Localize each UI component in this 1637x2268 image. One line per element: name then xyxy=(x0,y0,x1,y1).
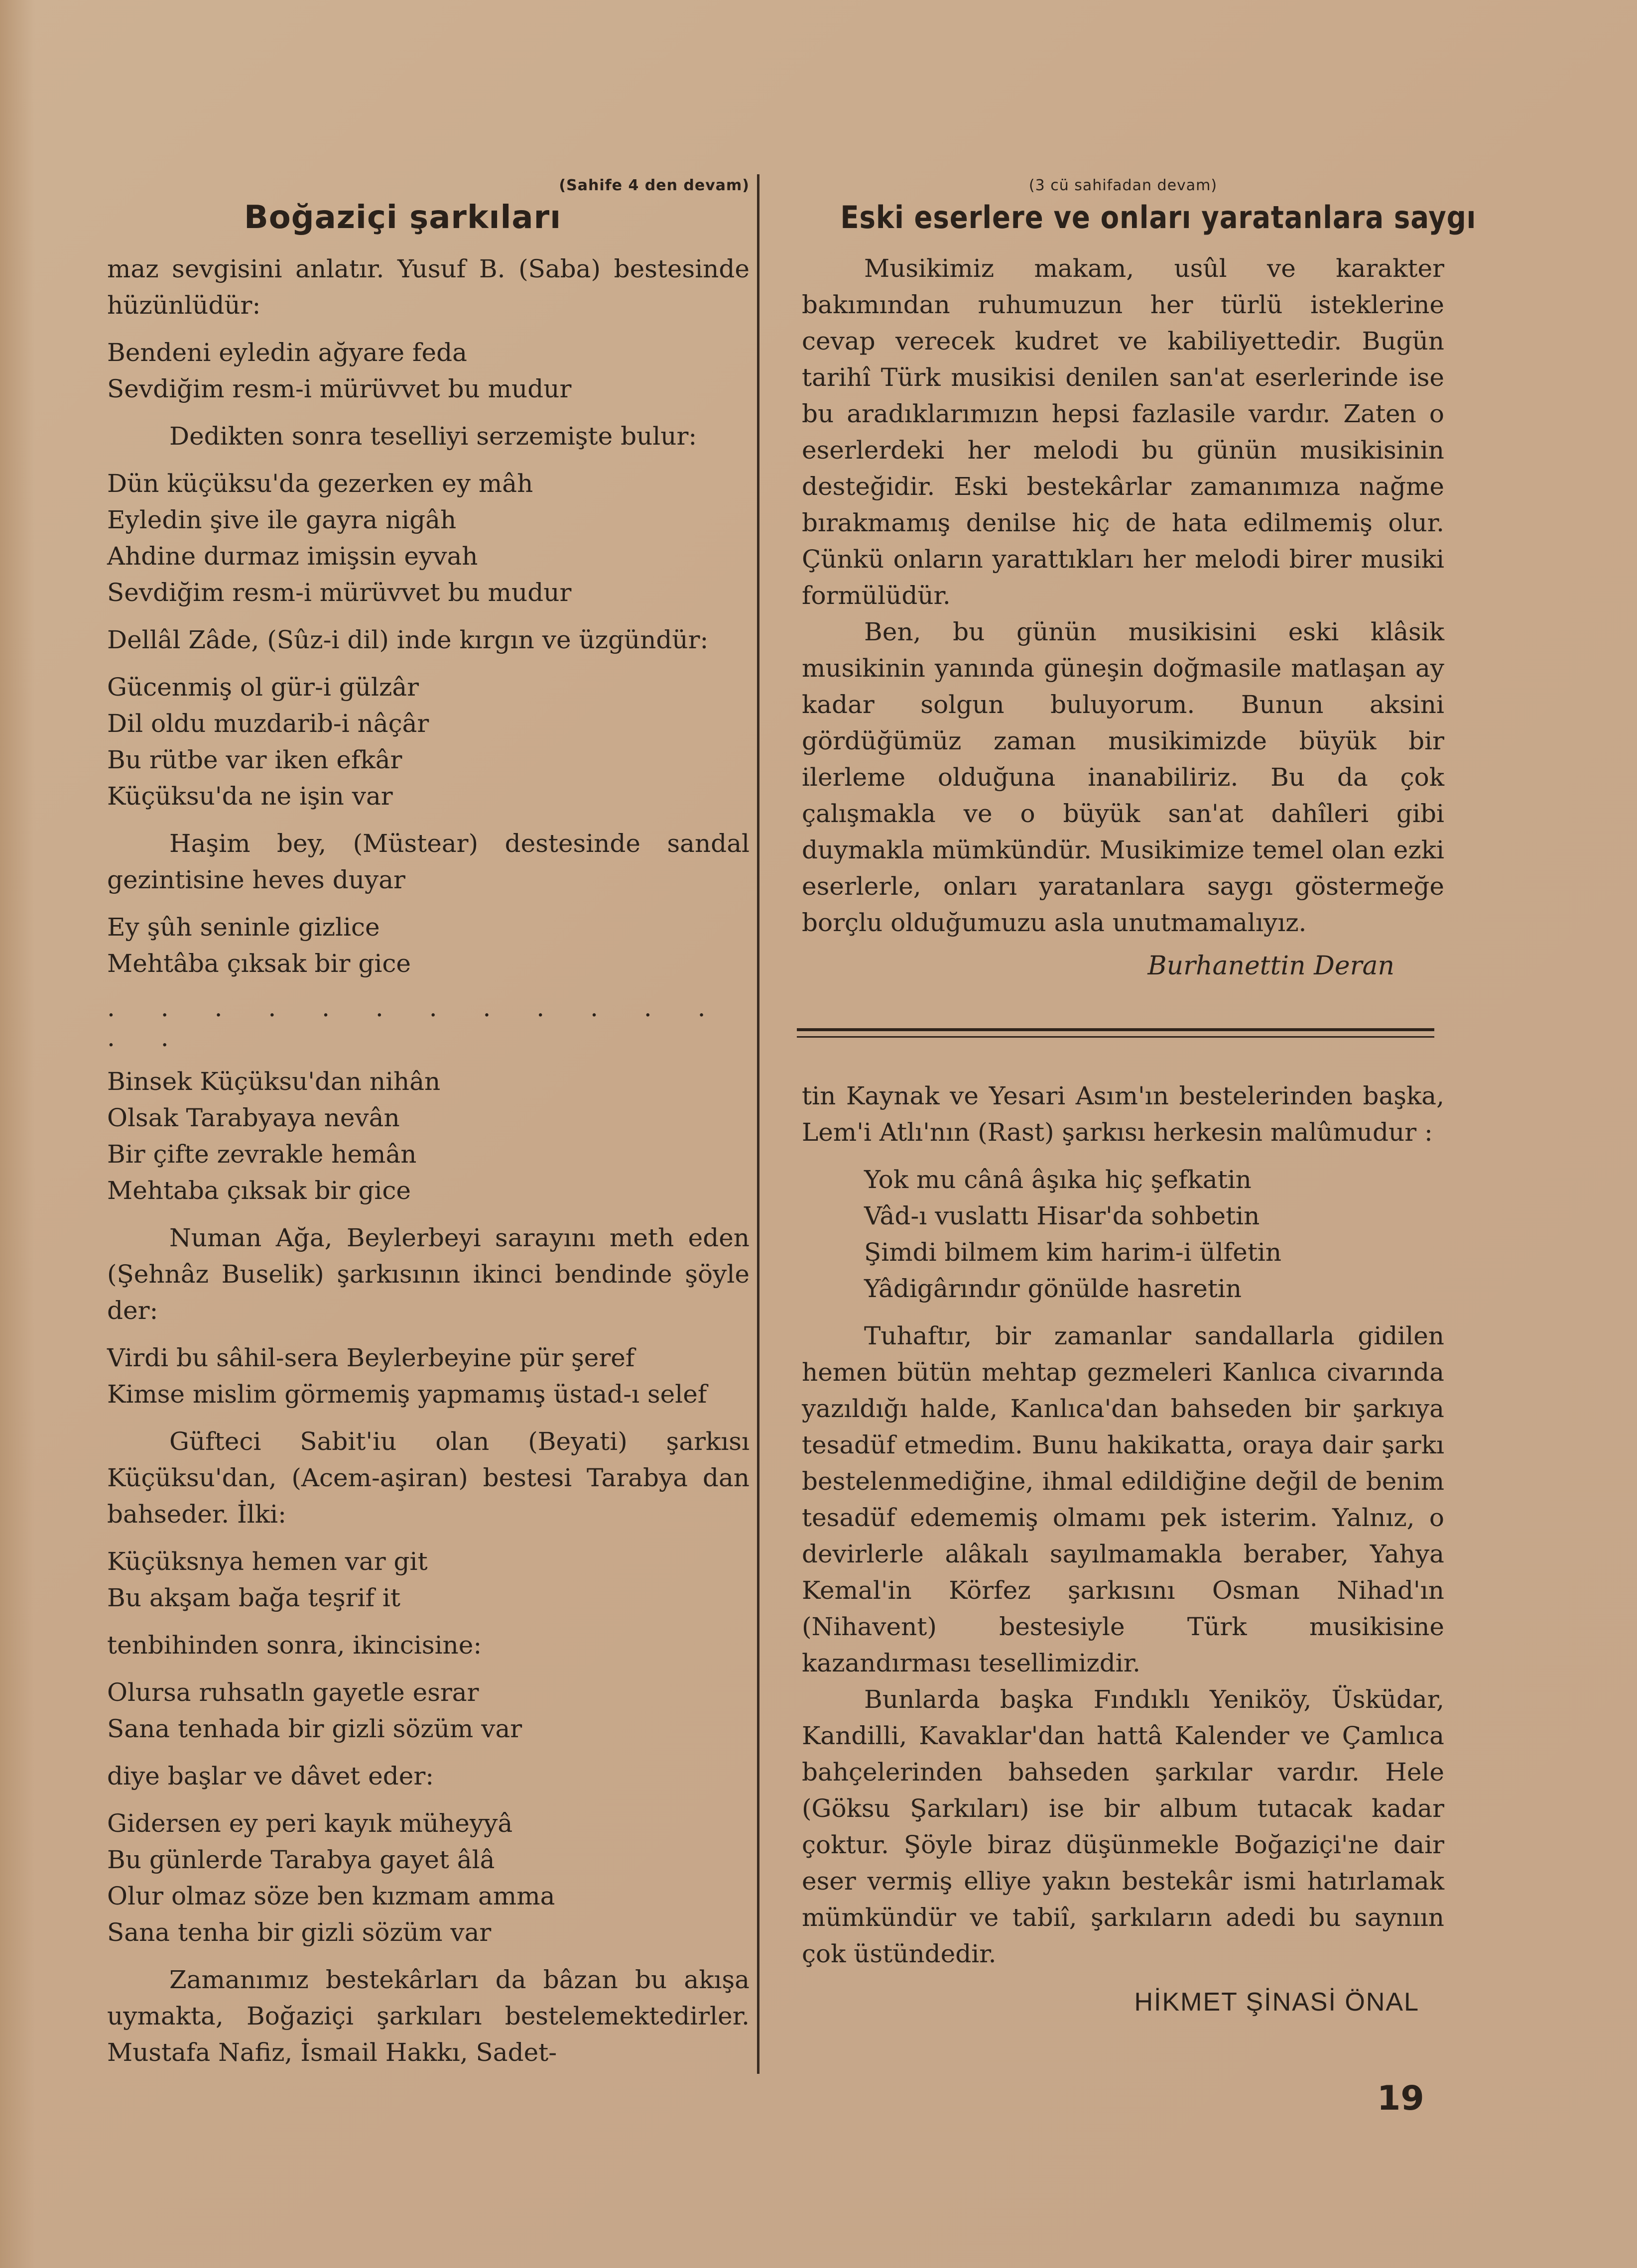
verse-line: Bu günlerde Tarabya gayet âlâ xyxy=(107,1845,495,1874)
page-number: 19 xyxy=(1377,2079,1424,2118)
paragraph: Zamanımız bestekârları da bâzan bu akışa uymakta, Boğaziçi şarkıları bestelemektedirler. Mustafa Nafiz, İsmail Hakkı, Sadet- xyxy=(107,1965,750,2067)
verse-line: Kimse mislim görmemiş yapmamış üstad-ı selef xyxy=(107,1380,707,1409)
paragraph: Haşim bey, (Müstear) destesinde sandal gezintisine heves duyar xyxy=(107,829,750,894)
verse-line: Yok mu cânâ âşıka hiç şefkatin xyxy=(864,1165,1252,1194)
left-column xyxy=(107,177,750,2071)
paragraph: diye başlar ve dâvet eder: xyxy=(107,1762,434,1791)
paragraph: maz sevgisini anlatır. Yusuf B. (Saba) bestesinde hüzünlüdür: xyxy=(107,254,750,320)
verse-line: Virdi bu sâhil-sera Beylerbeyine pür şeref xyxy=(107,1343,635,1372)
verse-block xyxy=(107,1340,750,1413)
verse-line: Binsek Küçüksu'dan nihân xyxy=(107,1067,441,1096)
verse-line: Gidersen ey peri kayık müheyyâ xyxy=(107,1809,513,1838)
verse-line: Sevdiğim resm-i mürüvvet bu mudur xyxy=(107,578,572,607)
verse-line: Olsak Tarabyaya nevân xyxy=(107,1103,400,1132)
verse-block xyxy=(107,466,750,611)
paragraph: Ben, bu günün musikisini eski klâsik musikinin yanında güneşin doğmasile matlaşan ay kadar solgun buluyorum. Bunun aksini gördüğümüz zaman musikimizde büyük bir ilerleme olduğuna inanabiliriz. Bu da çok çalışmakla ve o büyük san'at dahîleri gibi duymakla mümkündür. Musikimize temel olan ezki eserlerle, onları yaratanlara saygı göstermeğe borçlu olduğumuzu asla unutmamalıyız. xyxy=(802,617,1444,937)
verse-line: Bir çifte zevrakle hemân xyxy=(107,1140,417,1169)
article-headline: Boğaziçi şarkıları xyxy=(244,199,562,236)
verse-block xyxy=(107,1544,750,1616)
verse-block xyxy=(107,909,750,982)
verse-line: Ey şûh seninle gizlice xyxy=(107,913,380,942)
verse-line: Vâd-ı vuslattı Hisar'da sohbetin xyxy=(864,1201,1260,1230)
verse-line: Şimdi bilmem kim harim-i ülfetin xyxy=(864,1238,1282,1267)
article-author: HİKMET ŞİNASİ ÖNAL xyxy=(1134,1988,1419,2017)
verse-line: Mehtâba çıksak bir gice xyxy=(107,949,411,978)
paragraph: tenbihinden sonra, ikincisine: xyxy=(107,1631,482,1660)
verse-line: Olur olmaz söze ben kızmam amma xyxy=(107,1882,555,1910)
verse-block xyxy=(802,1162,1444,1307)
article-headline: Eski eserlere ve onları yaratanlara saygı xyxy=(840,199,1477,236)
paragraph: Bunlarda başka Fındıklı Yeniköy, Üsküdar, Kandilli, Kavaklar'dan hattâ Kalender ve Çamlıca bahçelerinden bahseden şarkılar vardır. Hele (Göksu Şarkıları) ise bir album tutacak kadar çoktur. Şöyle biraz düşünmekle Boğaziçi'ne dair eser vermiş elliye yakın bestekâr ismi hatırlamak mümkündür ve tabiî, şarkıların adedi bu saynıın çok üstündedir. xyxy=(802,1685,1444,1968)
right-column-upper xyxy=(802,177,1477,981)
verse-line: Dil oldu muzdarib-i nâçâr xyxy=(107,709,429,738)
verse-line: Bu akşam bağa teşrif it xyxy=(107,1583,400,1612)
verse-line: Olursa ruhsatln gayetle esrar xyxy=(107,1678,479,1707)
verse-line: Dün küçüksu'da gezerken ey mâh xyxy=(107,469,533,498)
right-column-lower xyxy=(802,1078,1444,2017)
verse-line: Yâdigârındır gönülde hasretin xyxy=(864,1274,1242,1303)
verse-block xyxy=(107,335,750,407)
column-divider xyxy=(757,174,759,2074)
continued-note: (Sahife 4 den devam) xyxy=(559,177,750,194)
verse-block xyxy=(107,1674,750,1747)
section-divider xyxy=(797,1028,1434,1038)
article-signature: Burhanettin Deran xyxy=(1147,951,1394,981)
paragraph: Dedikten sonra teselliyi serzemişte bulur: xyxy=(169,422,697,451)
paragraph: Musikimiz makam, usûl ve karakter bakımından ruhumuzun her türlü isteklerine cevap verecek kudret ve kabiliyettedir. Bugün tarihî Türk musikisi denilen san'at eserlerinde ise bu aradıklarımızın hepsi fazlasile vardır. Zaten o eserlerdeki her melodi bu günün musikisinin desteğidir. Eski bestekârlar zamanımıza nağme bırakmamış denilse hiç de hata edilmemiş olur. Çünkü onların yarattıkları her melodi birer musiki formülüdür. xyxy=(802,254,1444,610)
verse-line: Sana tenhada bir gizli sözüm var xyxy=(107,1714,522,1743)
verse-block xyxy=(107,1805,750,1951)
verse-line: Gücenmiş ol gür-i gülzâr xyxy=(107,673,419,702)
page-fold-shadow xyxy=(0,0,35,2268)
verse-block xyxy=(107,669,750,815)
verse-line: Sana tenha bir gizli sözüm var xyxy=(107,1918,492,1947)
paragraph: Numan Ağa, Beylerbeyi sarayını meth eden (Şehnâz Buselik) şarkısının ikinci bendinde şöyle der: xyxy=(107,1223,750,1325)
paragraph: Dellâl Zâde, (Sûz-i dil) inde kırgın ve üzgündür: xyxy=(107,625,709,654)
ellipsis-row: . . . . . . . . . . . . . . xyxy=(107,993,725,1052)
verse-line: Mehtaba çıksak bir gice xyxy=(107,1176,411,1205)
paragraph: Güfteci Sabit'iu olan (Beyati) şarkısı Küçüksu'dan, (Acem-aşiran) bestesi Tarabya dan bahseder. İlki: xyxy=(107,1427,750,1529)
verse-line: Küçüksu'da ne işin var xyxy=(107,782,393,811)
verse-line: Eyledin şive ile gayra nigâh xyxy=(107,505,457,534)
verse-line: Sevdiğim resm-i mürüvvet bu mudur xyxy=(107,374,572,403)
verse-block xyxy=(107,1064,750,1209)
verse-line: Bendeni eyledin ağyare feda xyxy=(107,338,467,367)
continued-note: (3 cü sahifadan devam) xyxy=(1028,177,1218,194)
verse-line: Bu rütbe var iken efkâr xyxy=(107,745,402,774)
paragraph: Tuhaftır, bir zamanlar sandallarla gidilen hemen bütün mehtap gezmeleri Kanlıca civarında yazıldığı halde, Kanlıca'dan bahseden bir şarkıya tesadüf etmedim. Bunu hakikatta, oraya dair şarkı bestelenmediğine, ihmal edildiğine değil de benim tesadüf edememiş olmamı pek isterim. Yalnız, o devirlerle alâkalı sayılmamakla beraber, Yahya Kemal'in Körfez şarkısını Osman Nihad'ın (Nihavent) bestesiyle Türk musikisine kazandırması tesellimizdir. xyxy=(802,1321,1444,1677)
paragraph: tin Kaynak ve Yesari Asım'ın bestelerinden başka, Lem'i Atlı'nın (Rast) şarkısı herkesin malûmudur : xyxy=(802,1081,1444,1147)
verse-line: Ahdine durmaz imişsin eyvah xyxy=(107,542,478,571)
verse-line: Küçüksnya hemen var git xyxy=(107,1547,428,1576)
